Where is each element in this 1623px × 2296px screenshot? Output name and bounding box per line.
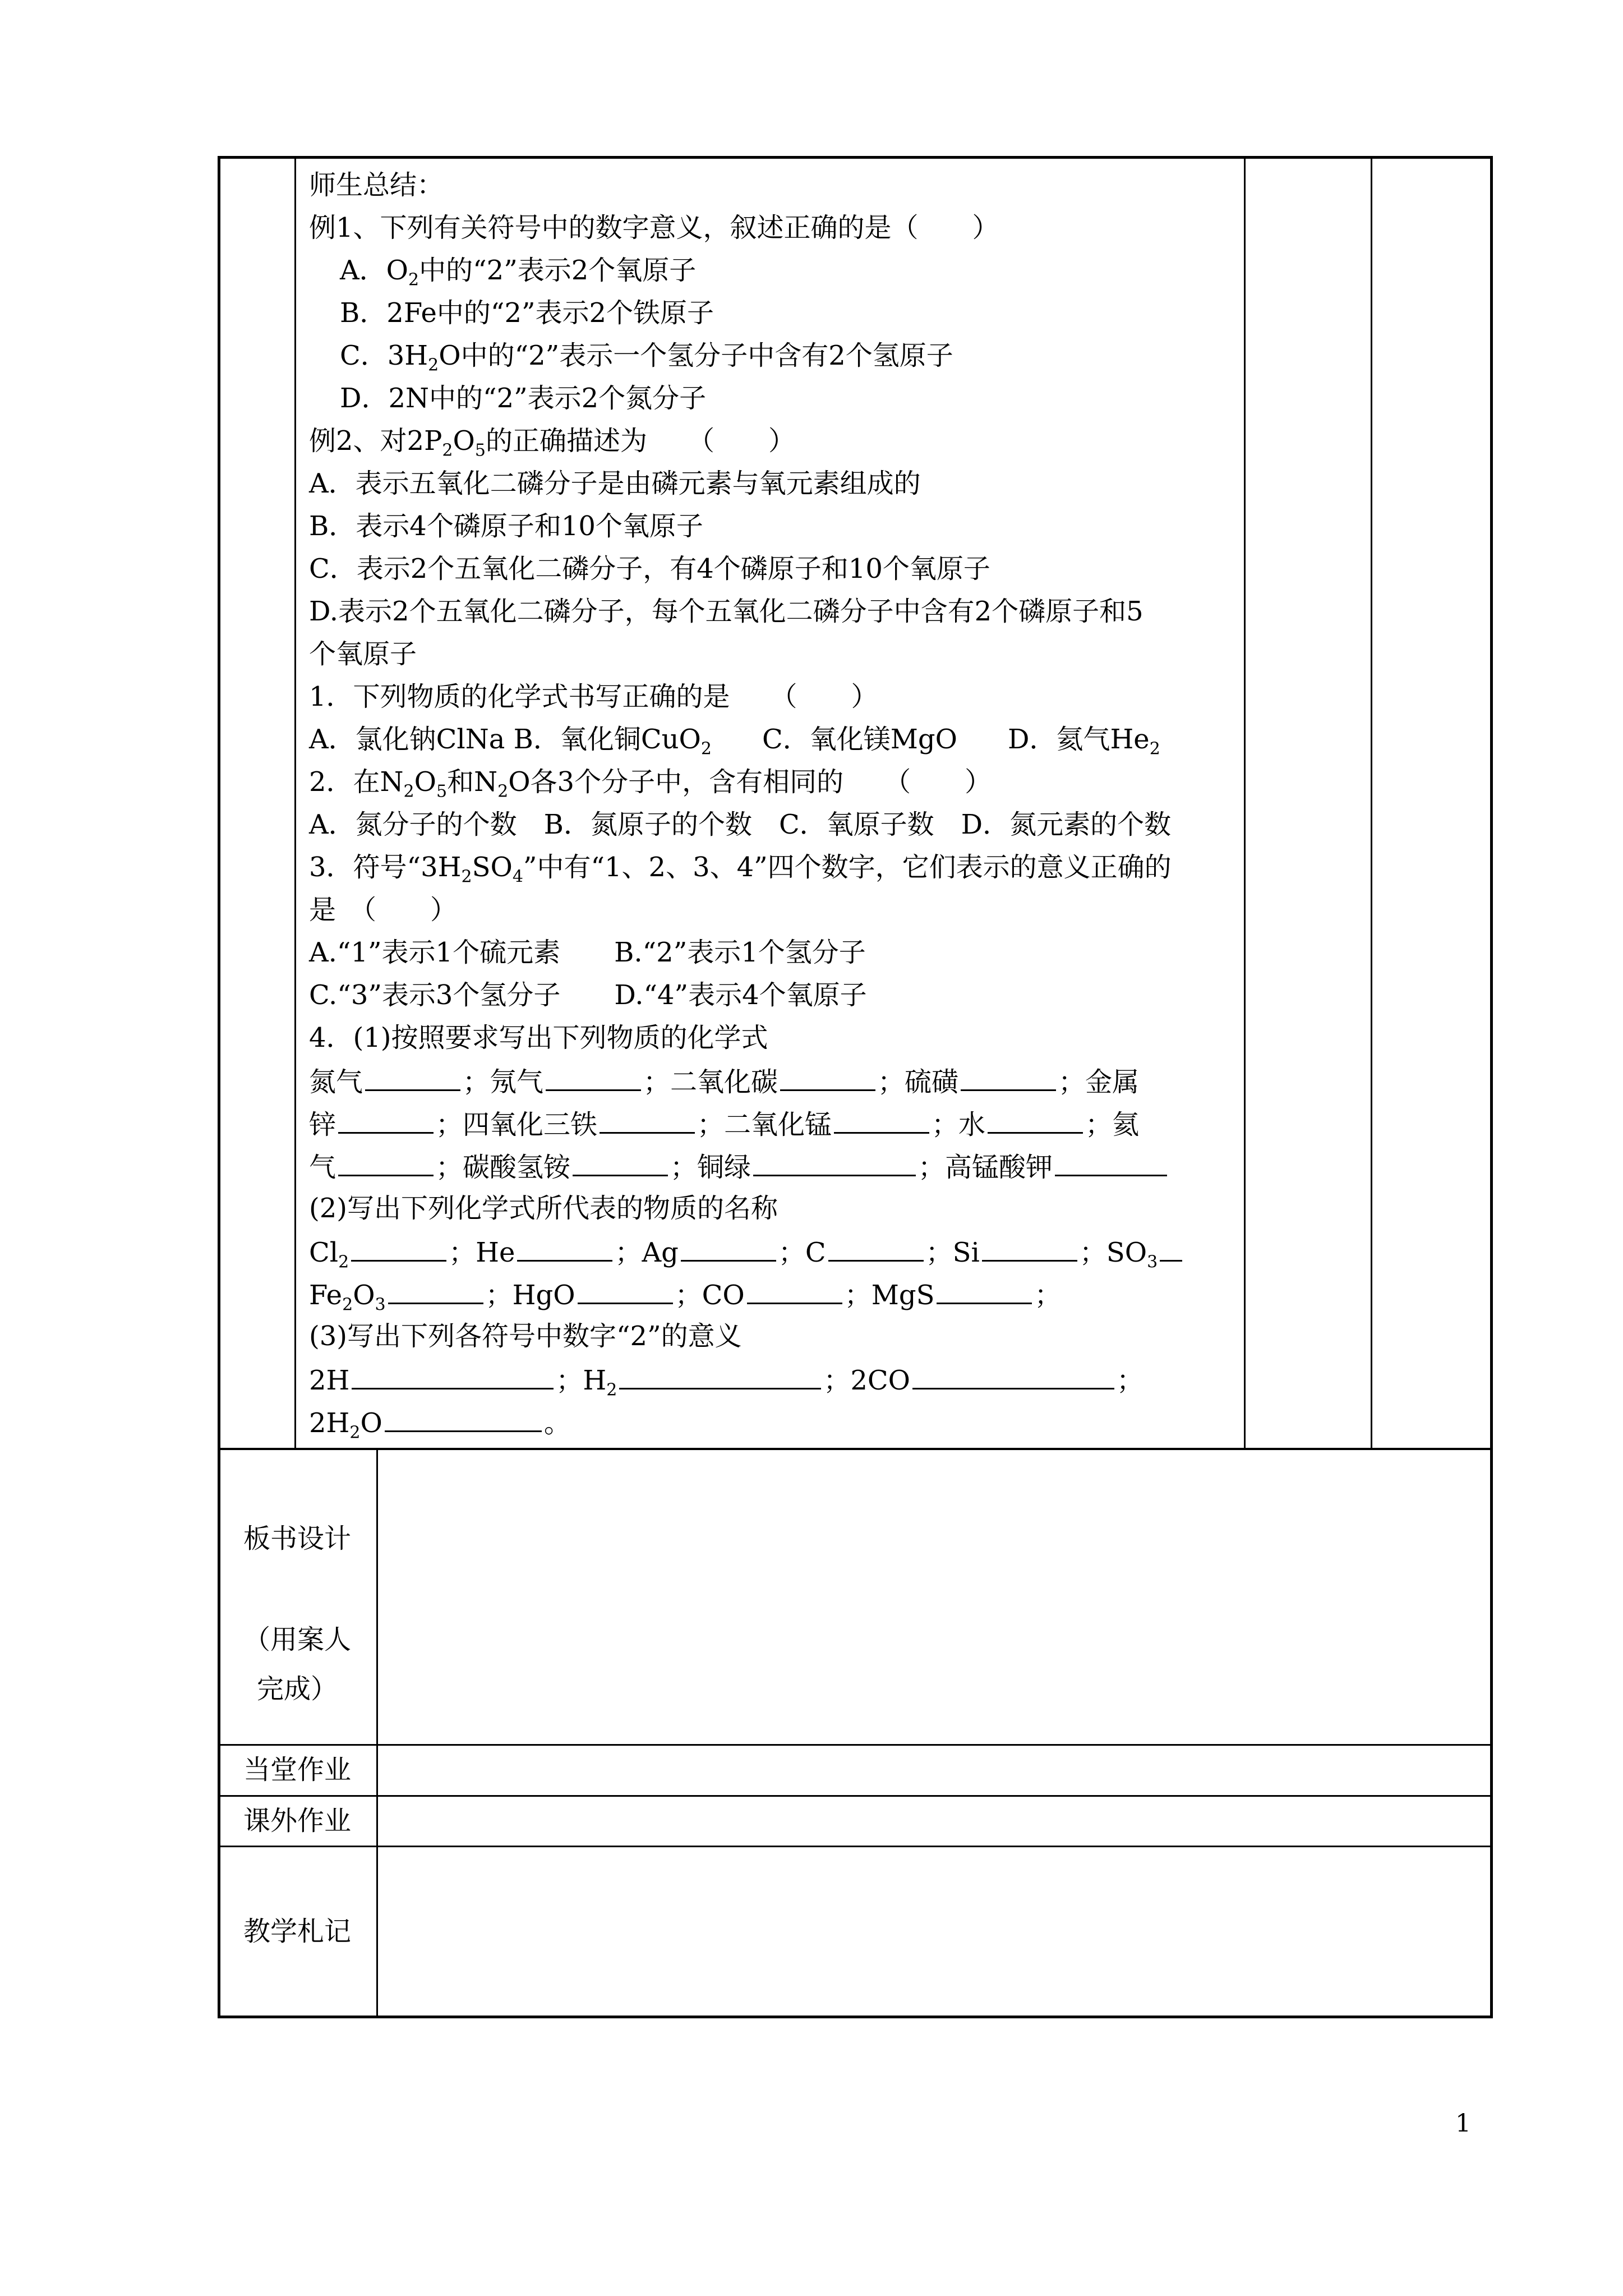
example-2-option-d-line2: 个氧原子	[309, 638, 417, 670]
question-4-row-5: $Fe_2O_3$ ；HgO ；CO ；MgS ；	[309, 1277, 1061, 1310]
answer-blank[interactable]	[961, 1064, 1056, 1091]
table-row-divider-3	[218, 1795, 1493, 1797]
label-board-design: 板书设计	[243, 1523, 351, 1554]
question-3-options-cd: C.“3”表示3个氢分子 D.“4”表示4个氧原子	[309, 979, 867, 1011]
example-1-option-a: A．$O_2$中的“2”表示2个氧原子	[340, 255, 697, 290]
question-3-stem: 3．符号“$3H_2SO_4$”中有“1、2、3、4”四个数字，它们表示的意义正确的	[309, 852, 1172, 887]
example-2-option-c: C．表示2个五氧化二磷分子，有4个磷原子和10个氧原子	[309, 553, 990, 585]
question-4-row-4: $Cl_2$ ；He ；Ag ；C ；Si ；$SO_3$	[309, 1234, 1184, 1268]
answer-blank[interactable]	[351, 1234, 446, 1262]
summary-heading: 师生总结：	[309, 169, 444, 201]
answer-blank[interactable]	[1160, 1234, 1182, 1262]
example-1-option-d: D．2N中的“2”表示2个氮分子	[340, 383, 707, 414]
example-2-stem: 例2、对$2P_2O_5$的正确描述为 （ ）	[309, 425, 795, 461]
answer-blank[interactable]	[578, 1277, 673, 1304]
answer-blank[interactable]	[365, 1064, 460, 1091]
table-border-top	[218, 156, 1493, 159]
answer-blank[interactable]	[546, 1064, 641, 1091]
question-4-stem: 4．(1)按照要求写出下列物质的化学式	[309, 1022, 768, 1053]
label-board-design-note-2: 完成）	[256, 1673, 338, 1705]
answer-blank[interactable]	[385, 1405, 542, 1432]
question-1-stem: 1．下列物质的化学式书写正确的是 （ ）	[309, 681, 878, 712]
answer-blank[interactable]	[573, 1149, 668, 1176]
answer-blank[interactable]	[988, 1106, 1083, 1134]
table-divider-col1	[294, 156, 296, 1449]
table-row-divider-4	[218, 1846, 1493, 1847]
question-3-options-ab: A.“1”表示1个硫元素 B.“2”表示1个氢分子	[309, 937, 866, 968]
answer-blank[interactable]	[753, 1149, 916, 1176]
question-4-row-2: 锌 ；四氧化三铁 ；二氧化锰 ；水 ；氦	[309, 1106, 1139, 1140]
answer-blank[interactable]	[338, 1149, 434, 1176]
page-number: 1	[1455, 2109, 1471, 2138]
example-1-option-c: C．$3H_2O$中的“2”表示一个氢分子中含有2个氢原子	[340, 340, 953, 375]
example-2-option-b: B．表示4个磷原子和10个氧原子	[309, 510, 703, 542]
answer-blank[interactable]	[388, 1277, 483, 1304]
label-outside-homework: 课外作业	[243, 1805, 351, 1837]
answer-blank[interactable]	[747, 1277, 842, 1304]
question-1-options: A．氯化钠ClNa B．氧化铜CuO$_2$ C．氧化镁MgO D．氦气$He_2$	[309, 724, 1160, 759]
label-class-homework: 当堂作业	[243, 1754, 351, 1786]
table-border-bottom	[218, 2016, 1493, 2018]
table-border-right	[1490, 156, 1493, 2018]
answer-blank[interactable]	[937, 1277, 1032, 1304]
answer-blank[interactable]	[681, 1234, 776, 1262]
question-2-options: A．氮分子的个数 B．氮原子的个数 C．氧原子数 D．氮元素的个数	[309, 809, 1172, 840]
question-4-part-3: (3)写出下列各符号中数字“2”的意义	[309, 1320, 742, 1352]
answer-blank[interactable]	[982, 1234, 1077, 1262]
answer-blank[interactable]	[517, 1234, 612, 1262]
question-4-row-1: 氮气 ；氖气 ；二氧化碳 ；硫磺 ；金属	[309, 1064, 1139, 1097]
example-2-option-a: A．表示五氧化二磷分子是由磷元素与氧元素组成的	[309, 468, 921, 499]
question-3-stem-cont: 是 （ ）	[309, 894, 458, 926]
answer-blank[interactable]	[619, 1362, 821, 1389]
question-4-row-7: $2H_2O$ 。	[309, 1405, 571, 1438]
example-1-stem: 例1、下列有关符号中的数字意义，叙述正确的是（ ）	[309, 212, 999, 243]
answer-blank[interactable]	[600, 1106, 695, 1134]
label-board-design-note-1: （用案人	[243, 1624, 351, 1655]
table-row-divider-2	[218, 1744, 1493, 1746]
answer-blank[interactable]	[828, 1234, 924, 1262]
table-divider-col3	[1371, 156, 1372, 1449]
question-2-stem: 2．在$N_2O_5$和$N_2O$各3个分子中，含有相同的 （ ）	[309, 766, 992, 802]
label-teaching-notes: 教学札记	[243, 1916, 351, 1947]
example-1-option-b: B．2Fe中的“2”表示2个铁原子	[340, 297, 714, 329]
answer-blank[interactable]	[912, 1362, 1114, 1389]
table-border-left	[218, 156, 220, 2018]
table-row-divider-1	[218, 1448, 1493, 1450]
answer-blank[interactable]	[780, 1064, 875, 1091]
table-label-col-divider	[376, 1448, 378, 2017]
question-4-part-2: (2)写出下列化学式所代表的物质的名称	[309, 1193, 778, 1224]
answer-blank[interactable]	[1055, 1149, 1167, 1176]
answer-blank[interactable]	[338, 1106, 434, 1134]
table-divider-col2	[1244, 156, 1246, 1449]
example-2-option-d-line1: D.表示2个五氧化二磷分子，每个五氧化二磷分子中含有2个磷原子和5	[309, 596, 1144, 627]
question-4-row-6: 2H ；$H_2$ ；2CO ；	[309, 1362, 1144, 1396]
answer-blank[interactable]	[352, 1362, 554, 1389]
question-4-row-3: 气 ；碳酸氢铵 ；铜绿 ；高锰酸钾	[309, 1149, 1169, 1182]
answer-blank[interactable]	[834, 1106, 929, 1134]
